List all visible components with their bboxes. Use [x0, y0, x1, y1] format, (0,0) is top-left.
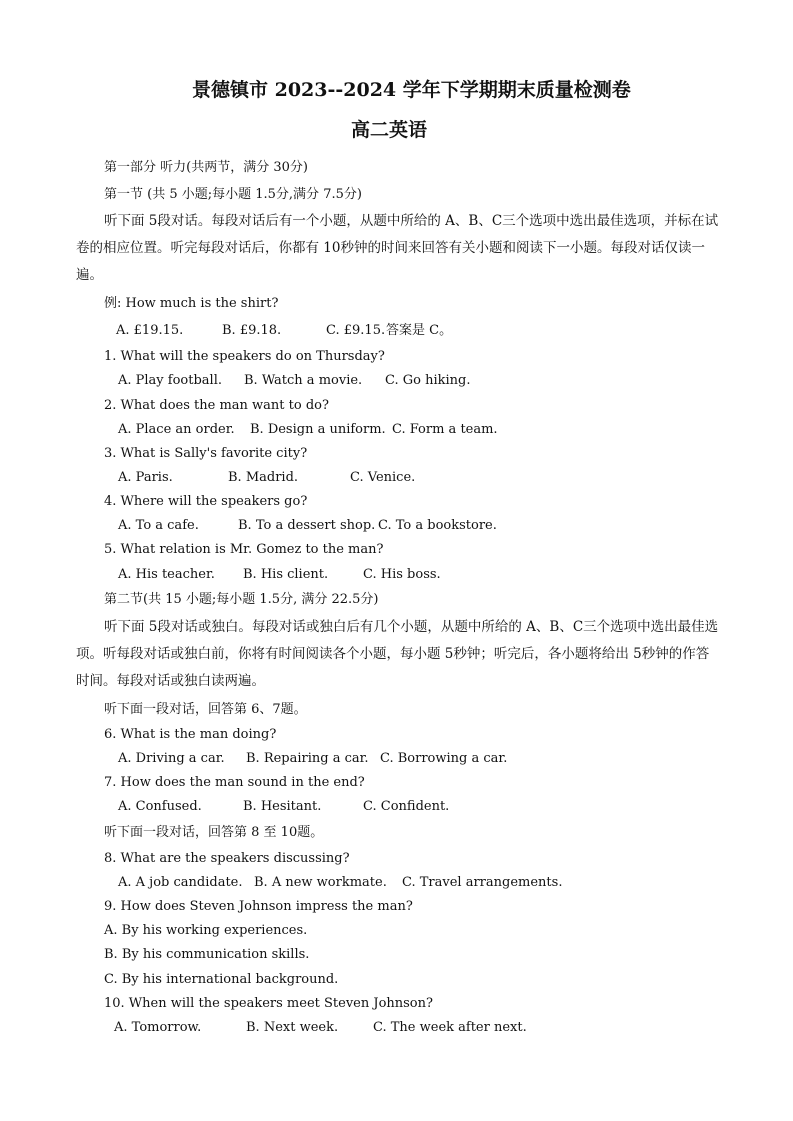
q4-option-a: A. To a cafe.	[118, 518, 199, 533]
question-10: 10. When will the speakers meet Steven Johnson?	[104, 996, 433, 1011]
question-9: 9. How does Steven Johnson impress the man?	[104, 899, 413, 914]
q1-option-c: C. Go hiking.	[385, 373, 471, 388]
q9-option-b: B. By his communication skills.	[104, 947, 310, 962]
q1-option-a: A. Play football.	[118, 373, 222, 388]
q8-option-a: A. A job candidate.	[118, 875, 243, 890]
page-subtitle: 高二英语	[351, 119, 428, 141]
q7-option-a: A. Confused.	[118, 799, 202, 814]
question-3: 3. What is Sally's favorite city?	[104, 446, 308, 461]
q3-option-a: A. Paris.	[118, 470, 173, 485]
q2-option-b: B. Design a uniform.	[250, 422, 386, 437]
question-2: 2. What does the man want to do?	[104, 398, 329, 413]
question-6: 6. What is the man doing?	[104, 727, 277, 742]
example-question: 例: How much is the shirt?	[104, 296, 279, 311]
question-7: 7. How does the man sound in the end?	[104, 775, 365, 790]
question-1: 1. What will the speakers do on Thursday?	[104, 349, 385, 364]
q2-option-c: C. Form a team.	[392, 422, 498, 437]
part1-heading: 第一部分 听力(共两节，满分 30分)	[104, 160, 308, 175]
group1-prompt: 听下面一段对话，回答第 6、7题。	[104, 702, 307, 717]
q9-option-c: C. By his international background.	[104, 972, 339, 987]
question-5: 5. What relation is Mr. Gomez to the man?	[104, 542, 384, 557]
q8-option-b: B. A new workmate.	[254, 875, 387, 890]
q8-option-c: C. Travel arrangements.	[402, 875, 563, 890]
q9-option-a: A. By his working experiences.	[104, 923, 308, 938]
q7-option-c: C. Confident.	[363, 799, 450, 814]
q7-option-b: B. Hesitant.	[243, 799, 322, 814]
question-8: 8. What are the speakers discussing?	[104, 851, 350, 866]
q10-option-a: A. Tomorrow.	[114, 1020, 202, 1035]
q2-option-a: A. Place an order.	[118, 422, 235, 437]
q3-option-b: B. Madrid.	[228, 470, 299, 485]
q5-option-a: A. His teacher.	[118, 567, 215, 582]
q5-option-b: B. His client.	[243, 567, 329, 582]
question-4: 4. Where will the speakers go?	[104, 494, 308, 509]
example-option-a: A. £19.15.	[116, 323, 184, 338]
q3-option-c: C. Venice.	[350, 470, 416, 485]
q5-option-c: C. His boss.	[363, 567, 441, 582]
section1-instructions: 听下面 5段对话。每段对话后有一个小题，从题中所给的 A、B、C三个选项中选出最佳选项，并标在试卷的相应位置。听完每段对话后，你都有 10秒钟的时间来回答有关小题和阅读下一小题。每段对话仅读一遍。	[76, 213, 719, 283]
group2-prompt: 听下面一段对话，回答第 8 至 10题。	[104, 825, 324, 840]
q1-option-b: B. Watch a movie.	[244, 373, 363, 388]
q4-option-b: B. To a dessert shop.	[238, 518, 376, 533]
section1-heading: 第一节 (共 5 小题;每小题 1.5分,满分 7.5分)	[104, 187, 362, 202]
example-option-c: C. £9.15.	[326, 323, 386, 338]
example-option-b: B. £9.18.	[222, 323, 282, 338]
q6-option-b: B. Repairing a car.	[246, 751, 369, 766]
q10-option-b: B. Next week.	[246, 1020, 339, 1035]
section2-instructions: 听下面 5段对话或独白。每段对话或独白后有几个小题，从题中所给的 A、B、C三个选项中选出最佳选项。听每段对话或独白前，你将有时间阅读各个小题，每小题 5秒钟；听完后，各小题将给出 5秒钟的作答时间。每段对话或独白读两遍。	[76, 619, 719, 689]
section2-heading: 第二节(共 15 小题;每小题 1.5分, 满分 22.5分)	[104, 592, 379, 607]
q10-option-c: C. The week after next.	[373, 1020, 527, 1035]
q6-option-c: C. Borrowing a car.	[380, 751, 508, 766]
page-title: 景德镇市 2023--2024 学年下学期期末质量检测卷	[192, 79, 631, 101]
example-answer: 答案是 C。	[386, 323, 453, 338]
q6-option-a: A. Driving a car.	[118, 751, 225, 766]
q4-option-c: C. To a bookstore.	[378, 518, 497, 533]
